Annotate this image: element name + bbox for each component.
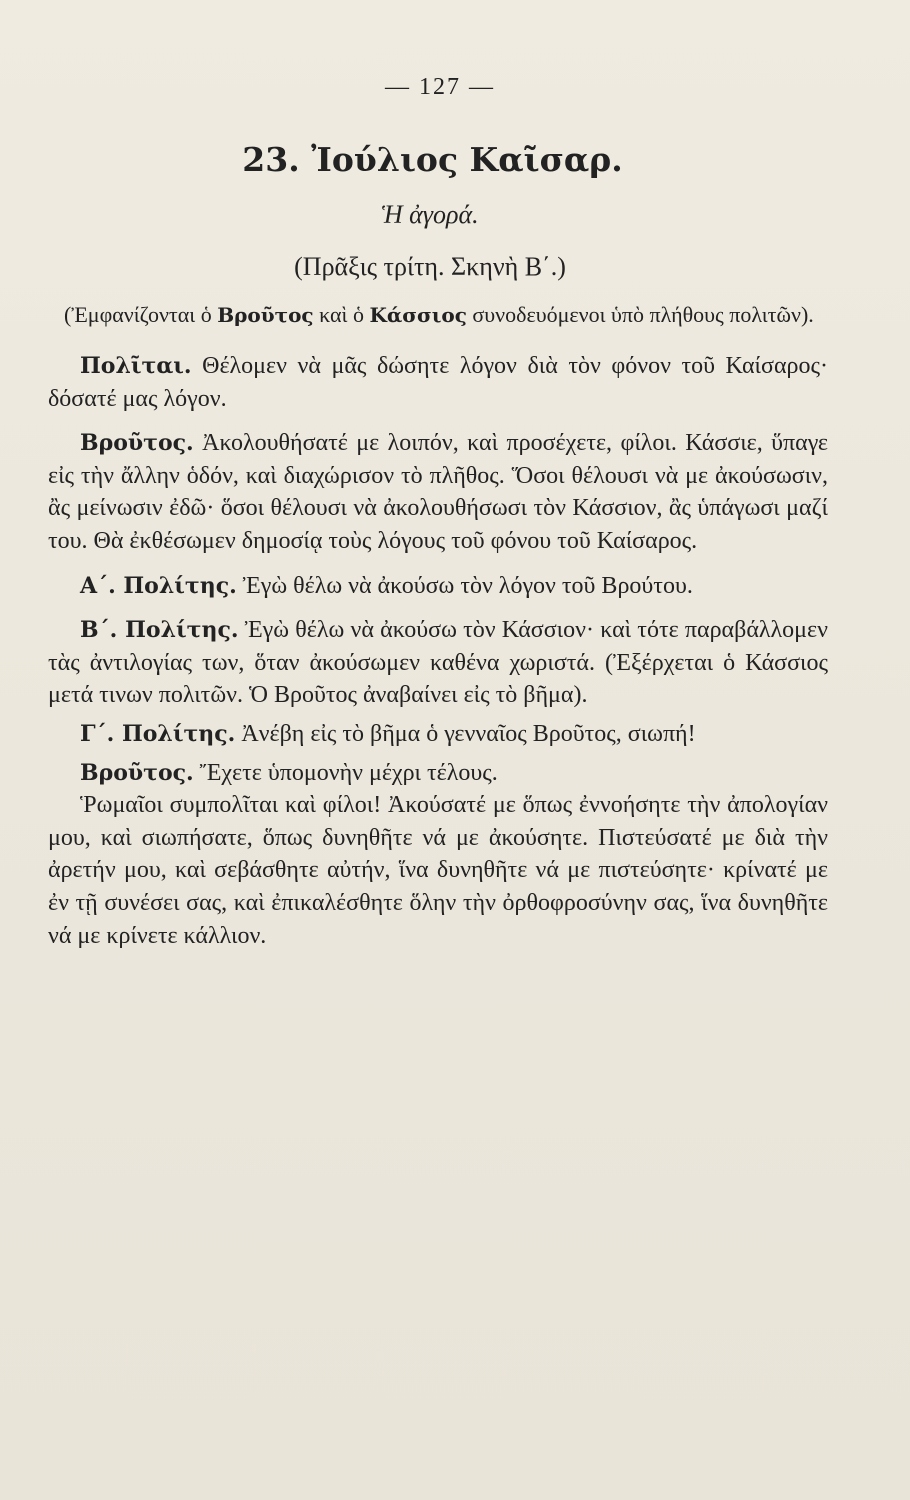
character-name-cassius: Κάσσιος xyxy=(369,303,467,327)
stage-direction xyxy=(48,300,828,330)
character-name-brutus: Βροῦτος xyxy=(217,303,314,327)
dialogue-text: Ἀκολουθήσατέ με λοιπόν, καὶ προσέχετε, φίλοι. Κάσσιε, ὕπαγε εἰς τὴν ἄλλην ὁδόν, καὶ διαχώρισον τὸ πλῆθος. Ὅσοι θέλουσι νὰ με ἀκούσωσιν, ἂς μείνωσιν ἐδῶ· ὅσοι θέλουσι νὰ ἀκολουθήσωσι τὸν Κάσσιον, ἂς ὑπάγωσι μαζί του. Θὰ ἐκθέσωμεν δημοσίᾳ τοὺς λόγους τοῦ φόνου τοῦ Καίσαρος. xyxy=(48,430,828,554)
chapter-title: 23. Ἰούλιος Καῖσαρ. xyxy=(242,140,623,179)
brutus-speech: Ῥωμαῖοι συμπολῖται καὶ φίλοι! Ἀκούσατέ με ὅπως ἐννοήσητε τὴν ἀπολογίαν μου, καὶ σιωπήσατε, ὅπως δυνηθῆτε νά με ἀκούσητε. Πιστεύσατέ με διὰ τὴν ἀρετήν μου, καὶ σεβάσθητε αὐτήν, ἵνα δυνηθῆτε νά με πιστεύσητε· κρίνατέ με ἐν τῇ συνέσει σας, καὶ ἐπικαλέσθητε ὅλην τὴν ὀρθοφροσύνην σας, ἵνα δυνηθῆτε νά με κρίνετε κάλλιον. xyxy=(48,792,828,949)
dialogue-citizens xyxy=(48,350,828,415)
dialogue-text: Ἐγὼ θέλω νὰ ἀκούσω τὸν λόγον τοῦ Βρούτου. xyxy=(236,572,693,599)
stage-direction-close: συνοδευόμενοι ὑπὸ πλήθους πολιτῶν). xyxy=(466,302,814,327)
dialogue-text: Ἀνέβη εἰς τὸ βῆμα ὁ γενναῖος Βροῦτος, σιωπή! xyxy=(235,720,696,747)
stage-direction-mid: καὶ ὁ xyxy=(313,302,370,327)
speaker-label: Α΄. Πολίτης. xyxy=(80,572,237,599)
dialogue-brutus xyxy=(48,427,828,557)
speaker-label: Γ΄. Πολίτης. xyxy=(80,720,236,747)
speaker-label: Βροῦτος. xyxy=(80,759,194,786)
speaker-label: Βροῦτος. xyxy=(80,430,194,457)
dialogue-brutus-2 xyxy=(48,757,828,790)
speaker-label: Πολῖται. xyxy=(80,353,192,379)
dialogue-text: Ἐγὼ θέλω νὰ ἀκούσω τὸν Κάσσιον· καὶ τότε παραβάλλομεν τὰς ἀντιλογίας των, ὅταν ἀκούσωμεν καθένα χωριστά. (Ἐξέρχεται ὁ Κάσσιος μετά τινων πολιτῶν. Ὁ Βροῦτος ἀναβαίνει εἰς τὸ βῆμα). xyxy=(48,617,828,709)
scene-subtitle: Ἡ ἀγορά. xyxy=(381,200,479,229)
dialogue-text: Ἔχετε ὑπομονὴν μέχρι τέλους. xyxy=(193,759,498,786)
stage-direction-open: (Ἐμφανίζονται ὁ xyxy=(64,302,218,327)
dialogue-citizen-b xyxy=(48,614,828,712)
page-number: — 127 — xyxy=(385,74,495,100)
dialogue-citizen-c xyxy=(48,718,828,751)
dialogue-text: Θέλομεν νὰ μᾶς δώσητε λόγον διὰ τὸν φόνον τοῦ Καίσαρος· δόσατέ μας λόγον. xyxy=(48,353,828,412)
speaker-label: Β΄. Πολίτης. xyxy=(80,617,239,644)
act-scene-label: (Πρᾶξις τρίτη. Σκηνὴ Β΄.) xyxy=(294,252,566,281)
play-text xyxy=(48,300,828,952)
dialogue-citizen-a xyxy=(48,570,828,603)
